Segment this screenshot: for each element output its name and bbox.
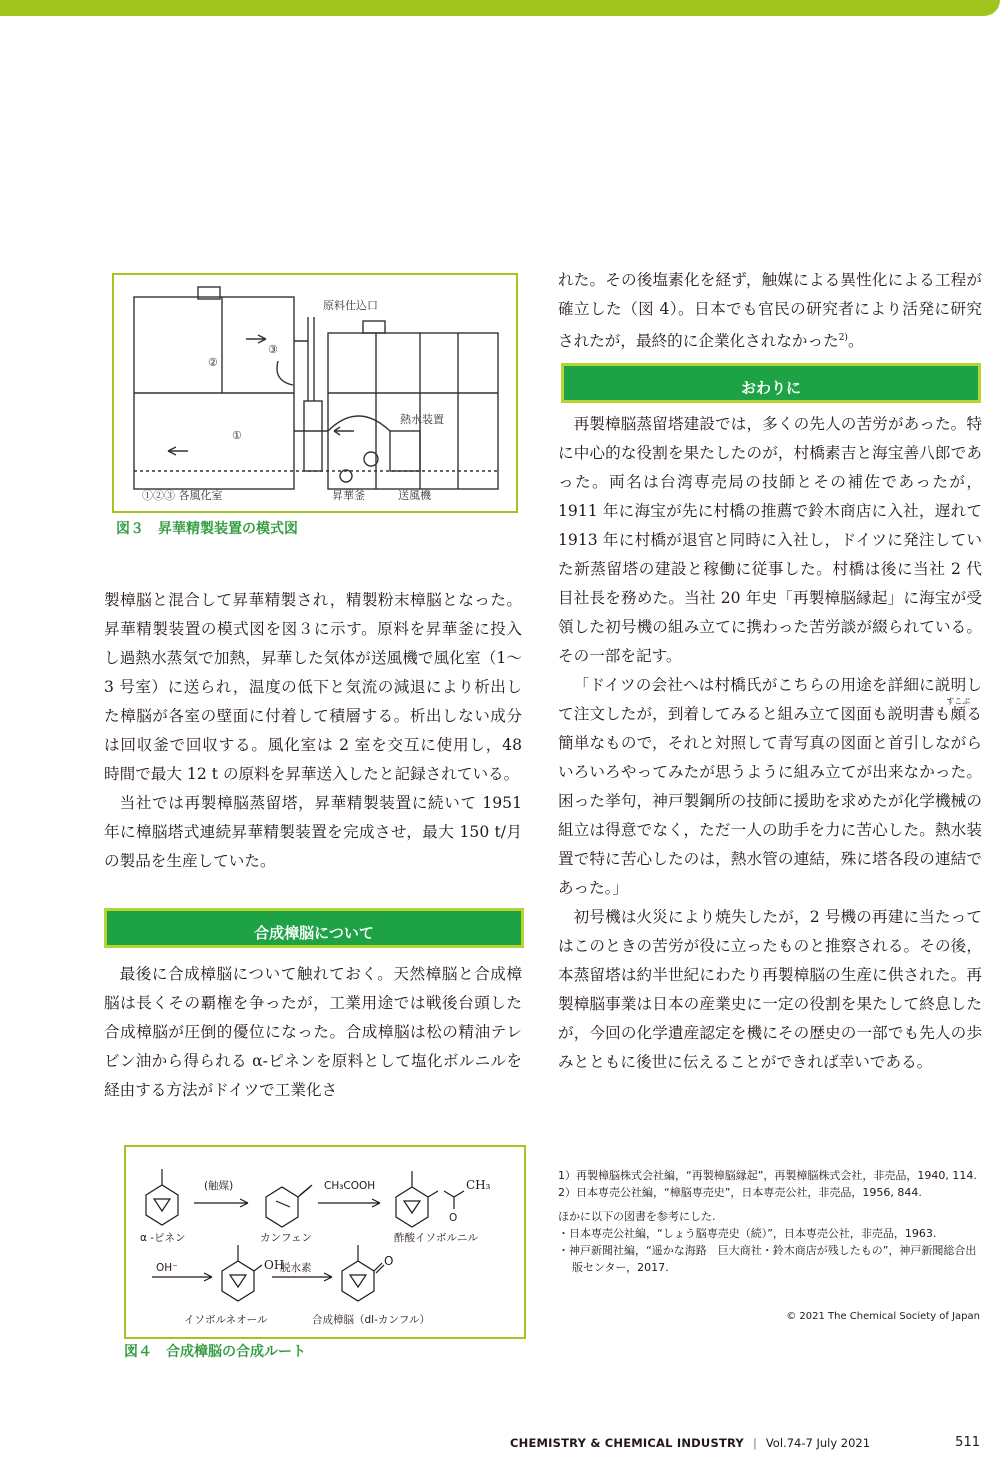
reference-2: 2）日本専売公社編，“樟脳専売史”，日本専売公社，非売品，1956, 844. [558, 1186, 922, 1199]
label-carbonyl-o: O [449, 1212, 458, 1224]
header-accent-bar [0, 0, 1000, 16]
label-chamber-legend: ①②③ 各風化室 [142, 489, 223, 502]
label-camphor: 合成樟脳（dl-カンフル） [312, 1314, 430, 1326]
label-subliming-pot: 昇華釜 [332, 489, 365, 502]
section-heading-synthetic-camphor [104, 908, 524, 948]
label-hot-water: 熱水装置 [400, 413, 444, 426]
label-chamber-1: ① [232, 429, 242, 442]
label-hydroxide: OH⁻ [156, 1262, 178, 1274]
label-chamber-2: ② [208, 356, 218, 369]
left-paragraph-2: 当社では再製樟脳蒸留塔，昇華精製装置に続いて 1951 年に樟脳塔式連続昇華精製装置を完成させ，最大 150 t/月の製品を生産していた。 [104, 794, 522, 870]
left-paragraph-3: 最後に合成樟脳について触れておく。天然樟脳と合成樟脳は長くその覇権を争ったが，工業用途では戦後台頭した合成樟脳が圧倒的優位になった。合成樟脳は松の精油テレビン油から得られる α-ピネンを原料として塩化ボルニルを経由する方法がドイツで工業化さ [104, 965, 522, 1099]
right-paragraph-3: 初号機は火災により焼失したが，2 号機の再建に当たってはこのときの苦労が役に立ったものと推察される。その後，本蒸留塔は約半世紀にわたり再製樟脳の生産に供された。再製樟脳事業は日本の産業史に一定の役割を果たして終息したが，今回の化学遺産認定を機にその歴史の一部でも先人の歩みとともに後世に伝えることができれば幸いである。 [558, 908, 982, 1071]
label-isoborneol: イソボルネオール [184, 1314, 268, 1326]
section-heading-text: 合成樟脳について [254, 924, 374, 942]
label-acetic-acid: CH₃COOH [324, 1180, 376, 1192]
reference-1: 1）再製樟脳株式会社編，“再製樟脳縁起”，再製樟脳株式会社，非売品，1940, 114. [558, 1169, 977, 1182]
right-paragraph-2-text-a: 「ドイツの会社へは村橋氏がこちらの用途を詳細に説明して注文したが，到着してみると組み立て図面も説明書も [558, 676, 982, 723]
left-column-lower [104, 960, 522, 1105]
journal-name: CHEMISTRY & CHEMICAL INDUSTRY [510, 1435, 744, 1450]
label-oh: OH [264, 1258, 285, 1272]
left-column [104, 586, 522, 876]
other-sources-heading: ほかに以下の図書を参考にした. [558, 1210, 716, 1223]
footer-separator: | [752, 1435, 757, 1450]
right-paragraph-0-text: れた。その後塩素化を経ず，触媒による異性化による工程が確立した（図 4）。日本でも官民の研究者により活発に研究されたが，最終的に企業化されなかった [558, 271, 982, 351]
right-paragraph-1: 再製樟脳蒸留塔建設では，多くの先人の苦労があった。特に中心的な役割を果たしたのが，村橋素吉と海宝善八郎であった。両名は台湾専売局の技師とその補佐であったが，1911 年に海宝が先に村橋の推薦で鈴木商店に入社，遅れて 1913 年に村橋が退官と同時に入社し，ドイツに発注していた新蒸留塔の建設と稼働に従事した。村橋は後に当社 2 代目社長を務めた。当社 20 年史「再製樟脳縁起」に海宝が受領した初号機の組み立てに携わった苦労談が綴られている。その一部を記す。 [558, 415, 982, 665]
right-paragraph-0 [558, 266, 982, 356]
references [558, 1167, 982, 1276]
citation-superscript: 2) [838, 333, 848, 343]
right-column-top [558, 266, 982, 356]
right-column [558, 410, 982, 1077]
ruby-word [946, 697, 971, 723]
synthesis-route-diagram [126, 1147, 520, 1333]
right-paragraph-2 [558, 671, 982, 903]
figure-3-caption: 図３ 昇華精製装置の模式図 [116, 521, 298, 537]
figure-4-frame [124, 1145, 526, 1339]
right-paragraph-0-end: 。 [847, 332, 864, 351]
label-blower: 送風機 [398, 489, 431, 502]
section-heading-text: おわりに [740, 379, 801, 397]
label-alpha-pinene: α -ピネン [140, 1232, 186, 1244]
sublimation-apparatus-drawing [128, 281, 500, 505]
ruby-reading: すこぶ [946, 697, 971, 706]
page-footer [510, 1435, 980, 1450]
label-camphene: カンフェン [260, 1232, 312, 1244]
page-number: 511 [955, 1435, 980, 1450]
right-paragraph-2-text-b: る簡単なもので，それと対照して青写真の図面と首引しながらいろいろやってみたが思うように組み立てが出来なかった。困った挙句，神戸製鋼所の技師に援助を求めたが化学機械の組立は得意でなく，ただ一人の助手を力に苦心した。熱水装置で特に苦心したのは，熱水管の連結，殊に塔各段の連結であった。」 [558, 705, 982, 897]
label-ketone-o: O [384, 1254, 394, 1268]
label-catalyst: (触媒) [204, 1180, 234, 1192]
section-heading-conclusion [561, 363, 981, 403]
left-paragraph-1: 製樟脳と混合して昇華精製され，精製粉末樟脳となった。昇華精製装置の模式図を図３に示す。原料を昇華釜に投入し過熱水蒸気で加熱，昇華した気体が送風機で風化室（1〜3 号室）に送られ，温度の低下と気流の減退により析出した樟脳が各室の壁面に付着して積層する。析出しない成分は回収釜で回収する。風化室は 2 室を交互に使用し，48 時間で最大 12 t の原料を昇華送入したと記録されている。 [104, 591, 522, 783]
copyright: © 2021 The Chemical Society of Japan [786, 1311, 980, 1322]
label-dehydrogenation: 脱水素 [280, 1262, 312, 1274]
ruby-base: 頗 [946, 705, 971, 723]
label-chamber-3: ③ [268, 343, 278, 356]
issue-info: Vol.74-7 July 2021 [765, 1435, 871, 1450]
label-feed-port: 原料仕込口 [323, 299, 378, 312]
label-ch3: CH₃ [466, 1178, 491, 1192]
figure-3-frame [112, 273, 518, 513]
figure-4-caption: 図４ 合成樟脳の合成ルート [124, 1344, 306, 1360]
other-source-1: ・日本専売公社編，“しょう脳専売史（続）”，日本専売公社，非売品，1963. [558, 1227, 937, 1240]
label-isobornyl-acetate: 酢酸イソボルニル [394, 1232, 478, 1244]
other-source-2: ・神戸新聞社編，“遥かな海路 巨大商社・鈴木商店が残したもの”，神戸新聞総合出版センター，2017. [558, 1244, 977, 1274]
